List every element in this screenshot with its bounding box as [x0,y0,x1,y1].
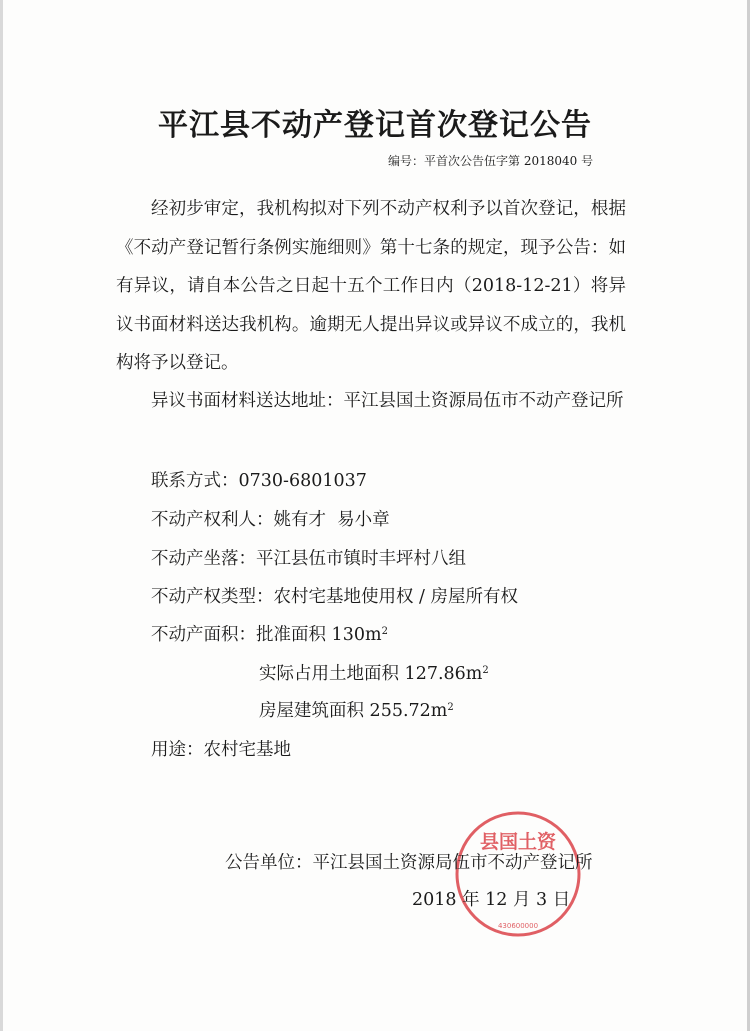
area-approved: 批准面积 130m [256,625,382,645]
area-actual: 实际占用土地面积 127.86m [259,664,483,684]
body-paragraph-address: 异议书面材料送达地址：平江县国土资源局伍市不动产登记所 [151,391,624,411]
contact-label: 联系方式： [151,471,239,491]
location-value: 平江县伍市镇时丰坪村八组 [256,549,466,569]
issue-date: 2018 年 12 月 3 日 [412,890,571,910]
document-number: 编号：平首次公告伍字第 2018040 号 [388,154,594,168]
area-unit-superscript: 2 [482,665,489,676]
area-unit-superscript: 2 [447,702,454,713]
property-type-label: 不动产权类型： [151,587,274,607]
use-label: 用途： [151,740,204,760]
location-label: 不动产坐落： [151,549,256,569]
contact-line [151,467,367,492]
area-actual-line [259,660,489,685]
owner-label: 不动产权利人： [151,510,274,530]
scan-edge-left [0,0,3,1031]
area-building-line [259,697,454,722]
use-value: 农村宅基地 [203,740,291,760]
use-line [151,736,291,761]
owner-value: 姚有才 易小章 [273,510,390,530]
body-paragraph-notice: 经初步审定，我机构拟对下列不动产权利予以首次登记，根据《不动产登记暂行条例实施细则》第十七条的规定，现予公告：如有异议，请自本公告之日起十五个工作日内（2018-12-21）将异议书面材料送达我机构。逾期无人提出异议或异议不成立的，我机构将予以登记。 [116,199,626,374]
official-seal-stamp [452,808,584,940]
area-label: 不动产面积： [151,625,256,645]
contact-value: 0730-6801037 [238,471,367,491]
seal-text-top: 县国土资 [479,831,557,853]
owner-line [151,506,390,531]
property-type-value: 农村宅基地使用权 / 房屋所有权 [273,587,519,607]
seal-text-bottom: 430600000 [497,922,539,930]
area-line [151,621,388,646]
page-title: 平江县不动产登记首次登记公告 [158,108,592,143]
location-line [151,545,466,570]
area-unit-superscript: 2 [381,626,388,637]
issuing-unit: 公告单位：平江县国土资源局伍市不动产登记所 [225,853,593,873]
property-type-line [151,583,518,608]
area-building: 房屋建筑面积 255.72m [259,701,448,721]
